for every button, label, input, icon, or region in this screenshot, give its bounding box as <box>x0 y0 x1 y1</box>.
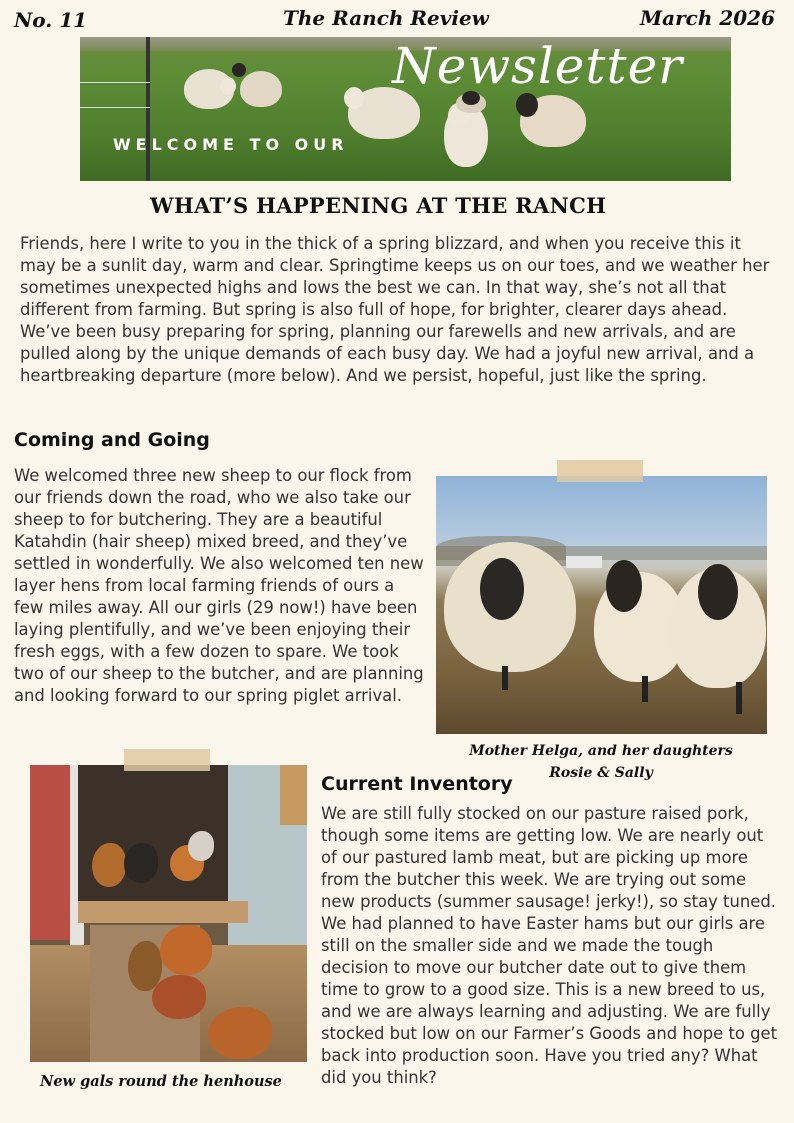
sheep-photo <box>436 476 767 734</box>
publication-title: The Ranch Review <box>283 6 489 30</box>
issue-number: No. 11 <box>14 8 88 32</box>
inventory-heading: Current Inventory <box>321 773 513 795</box>
banner-title: Newsletter <box>392 37 684 95</box>
coming-going-paragraph: We welcomed three new sheep to our flock from our friends down the road, who we also take our sheep to for butchering. They are a beautiful Katahdin (hair sheep) mixed breed, and they’ve settled in wonderfully. We also welcomed ten new layer hens from local farming friends of ours a few miles away. All our girls (29 now!) have been laying plentifully, and we’ve been enjoying their fresh eggs, with a few dozen to spare. We took two of our sheep to the butcher, and are planning and looking forward to our spring piglet arrival. <box>14 466 424 705</box>
banner-welcome-text: WELCOME TO OUR <box>113 135 349 154</box>
tape-decoration <box>557 460 643 482</box>
caption-line-1: Mother Helga, and her daughters <box>469 743 733 759</box>
banner-image <box>80 37 731 181</box>
coming-going-heading: Coming and Going <box>14 429 210 451</box>
issue-date: March 2026 <box>640 6 775 30</box>
section-heading: WHAT’S HAPPENING AT THE RANCH <box>150 193 607 218</box>
intro-paragraph: Friends, here I write to you in the thick of a spring blizzard, and when you receive this it may be a sunlit day, warm and clear. Springtime keeps us on our toes, and we weather her sometimes unexpected highs and lows the best we can. In that way, she’s not all that different from farming. But spring is also full of hope, for brighter, clearer days ahead. We’ve been busy preparing for spring, planning our farewells and new arrivals, and are pulled along by the unique demands of each busy day. We had a joyful new arrival, and a heartbreaking departure (more below). And we persist, hopeful, just like the spring. <box>20 234 770 385</box>
henhouse-photo <box>30 765 307 1062</box>
henhouse-photo-caption: New gals round the henhouse <box>40 1073 282 1090</box>
tape-decoration <box>124 749 210 771</box>
inventory-paragraph: We are still fully stocked on our pasture raised pork, though some items are getting low. We are nearly out of our pastured lamb meat, but are picking up more from the butcher this week. We are trying out some new products (summer sausage! jerky!), so stay tuned. We had planned to have Easter hams but our girls are still on the smaller side and we made the tough decision to move our butcher date out to give them time to grow to a good size. This is a new breed to us, and we are always learning and adjusting. We are fully stocked but low on our Farmer’s Goods and hope to get back into production soon. Have you tried any? What did you think? <box>321 804 778 1087</box>
caption-line-2: Rosie & Sally <box>549 765 653 781</box>
